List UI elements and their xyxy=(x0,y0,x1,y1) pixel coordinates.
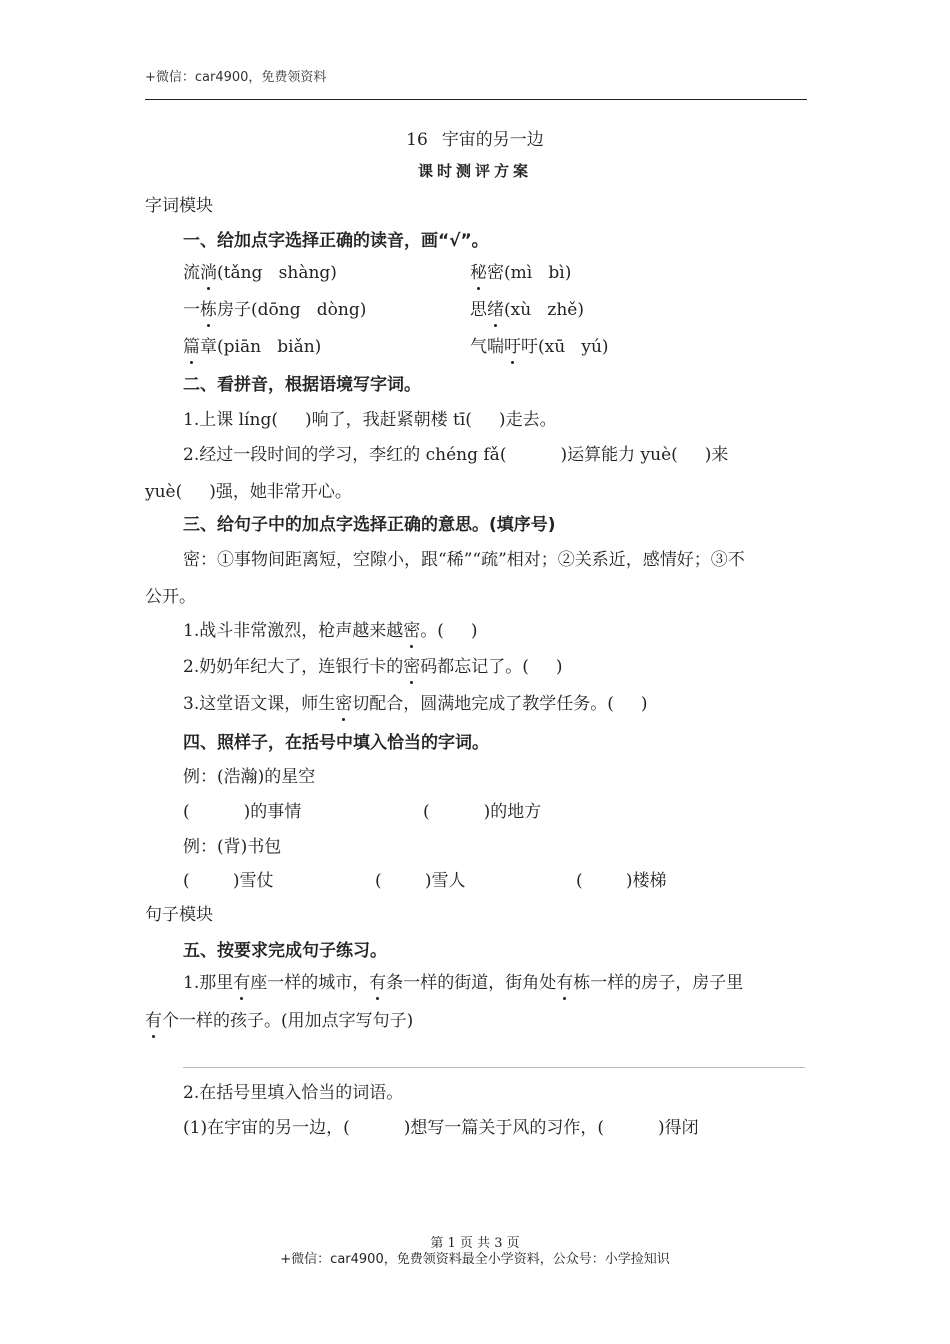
q4-blank-2c: ( )楼梯 xyxy=(576,871,667,891)
lesson-name: 宇宙的另一边 xyxy=(441,130,544,150)
q5-s1-text-c: 条一样的街道，街角处 xyxy=(386,973,557,993)
lesson-subtitle: 课时测评方案 xyxy=(417,162,532,180)
header-note: +微信：car4900，免费领资料 xyxy=(145,70,327,85)
q4-blank-2b: ( )雪人 xyxy=(375,871,466,891)
q5-s1-text-a: 1.那里 xyxy=(183,973,234,993)
q1-item-2-post: 密 xyxy=(487,263,504,283)
q1-item-6-post: 吁 xyxy=(521,337,538,357)
q3-item-2-pre: 2.奶奶年纪大了，连银行卡的 xyxy=(183,657,404,677)
q3-item-3-post: 切配合，圆满地完成了教学任务。( ) xyxy=(352,694,648,714)
q1-item-1-pinyin: (tǎng shàng) xyxy=(217,263,337,283)
q3-item-2-post: 码都忘记了。( ) xyxy=(420,657,563,677)
q5-sentence-1-line-2 xyxy=(145,1010,413,1032)
q5-s1-dotted-char-4: 有 xyxy=(145,1011,162,1031)
q5-sentence-2-item-1: (1)在宇宙的另一边，( )想写一篇关于风的习作，( )得闭 xyxy=(183,1118,699,1138)
q2-line-2: 2.经过一段时间的学习，李红的 chéng fǎ( )运算能力 yuè( )来 xyxy=(183,445,729,465)
q4-blank-1b: ( )的地方 xyxy=(423,802,542,822)
page-number: 第 1 页 共 3 页 xyxy=(430,1236,520,1251)
module-heading-words: 字词模块 xyxy=(145,196,213,216)
q3-item-3-pre: 3.这堂语文课，师生 xyxy=(183,694,336,714)
q1-item-3-pre: 一 xyxy=(183,300,200,320)
lesson-title xyxy=(0,125,950,150)
question-4-heading: 四、照样子，在括号中填入恰当的字词。 xyxy=(183,733,489,753)
q5-s1-dotted-char-3: 有 xyxy=(556,973,574,993)
q1-item-1-pre: 流 xyxy=(183,263,200,283)
q2-line-3: yuè( )强，她非常开心。 xyxy=(145,482,352,502)
q3-item-1 xyxy=(183,620,478,642)
question-3-heading: 三、给句子中的加点字选择正确的意思。(填序号) xyxy=(183,515,556,535)
q2-line-1: 1.上课 líng( )响了，我赶紧朝楼 tī( )走去。 xyxy=(183,410,557,430)
q1-item-2-pinyin: (mì bì) xyxy=(504,263,572,283)
q1-item-6 xyxy=(470,336,609,358)
q5-s1-text-b: 座一样的城市， xyxy=(250,973,370,993)
q3-item-3 xyxy=(183,693,648,715)
q1-item-3 xyxy=(183,299,366,321)
q4-blank-1a: ( )的事情 xyxy=(183,802,302,822)
q4-example-2: 例：(背)书包 xyxy=(183,837,282,857)
q5-s1-dotted-char-1: 有 xyxy=(233,973,251,993)
q3-item-1-post: 。( ) xyxy=(420,621,478,641)
question-2-heading: 二、看拼音，根据语境写字词。 xyxy=(183,375,421,395)
q4-example-1: 例：(浩瀚)的星空 xyxy=(183,767,316,787)
q1-item-3-pinyin: (dōng dòng) xyxy=(251,300,367,320)
q1-item-5-post: 章 xyxy=(200,337,217,357)
answer-line xyxy=(183,1067,805,1068)
q5-sentence-1-line-1 xyxy=(183,972,743,994)
q1-item-4 xyxy=(470,299,584,321)
q3-item-2-dotted-char: 密 xyxy=(403,657,421,677)
q1-item-4-pinyin: (xù zhě) xyxy=(504,300,584,320)
q5-sentence-2: 2.在括号里填入恰当的词语。 xyxy=(183,1083,404,1103)
q1-item-3-dotted-char: 栋 xyxy=(200,300,217,320)
q4-blank-2a: ( )雪仗 xyxy=(183,871,274,891)
q3-item-1-pre: 1.战斗非常激烈，枪声越来越 xyxy=(183,621,404,641)
q1-item-4-dotted-char: 绪 xyxy=(487,300,504,320)
header-divider xyxy=(145,99,807,100)
question-1-heading: 一、给加点字选择正确的读音，画“√”。 xyxy=(183,231,489,251)
q3-item-1-dotted-char: 密 xyxy=(403,621,421,641)
q1-item-2-dotted-char: 秘 xyxy=(470,263,487,283)
q1-item-6-pinyin: (xū yú) xyxy=(538,337,609,357)
footer-note: +微信：car4900，免费领资料最全小学资料，公众号：小学捡知识 xyxy=(280,1252,670,1267)
q1-item-5-dotted-char: 篇 xyxy=(183,337,200,357)
q1-item-6-pre: 气喘 xyxy=(470,337,504,357)
q5-s1-text-rest: 个一样的孩子。(用加点字写句子) xyxy=(162,1011,414,1031)
lesson-number: 16 xyxy=(406,130,428,150)
q1-item-5 xyxy=(183,336,321,358)
q3-item-3-dotted-char: 密 xyxy=(335,694,353,714)
q5-s1-text-e: 栋一样的房子，房子里 xyxy=(573,973,744,993)
q3-definition-line-1: 密：①事物间距离短，空隙小，跟“稀”“疏”相对；②关系近，感情好；③不 xyxy=(183,550,745,570)
q1-item-4-pre: 思 xyxy=(470,300,487,320)
q1-item-1-dotted-char: 淌 xyxy=(200,263,217,283)
module-heading-sentences: 句子模块 xyxy=(145,905,213,925)
q1-item-3-post: 房子 xyxy=(217,300,251,320)
q3-item-2 xyxy=(183,656,563,678)
q1-item-6-dotted-char: 吁 xyxy=(504,337,521,357)
q3-definition-line-2: 公开。 xyxy=(145,587,196,607)
q1-item-2 xyxy=(470,262,571,284)
q1-item-1 xyxy=(183,262,337,284)
q1-item-5-pinyin: (piān biǎn) xyxy=(217,337,322,357)
question-5-heading: 五、按要求完成句子练习。 xyxy=(183,941,387,961)
q5-s1-dotted-char-2: 有 xyxy=(369,973,387,993)
